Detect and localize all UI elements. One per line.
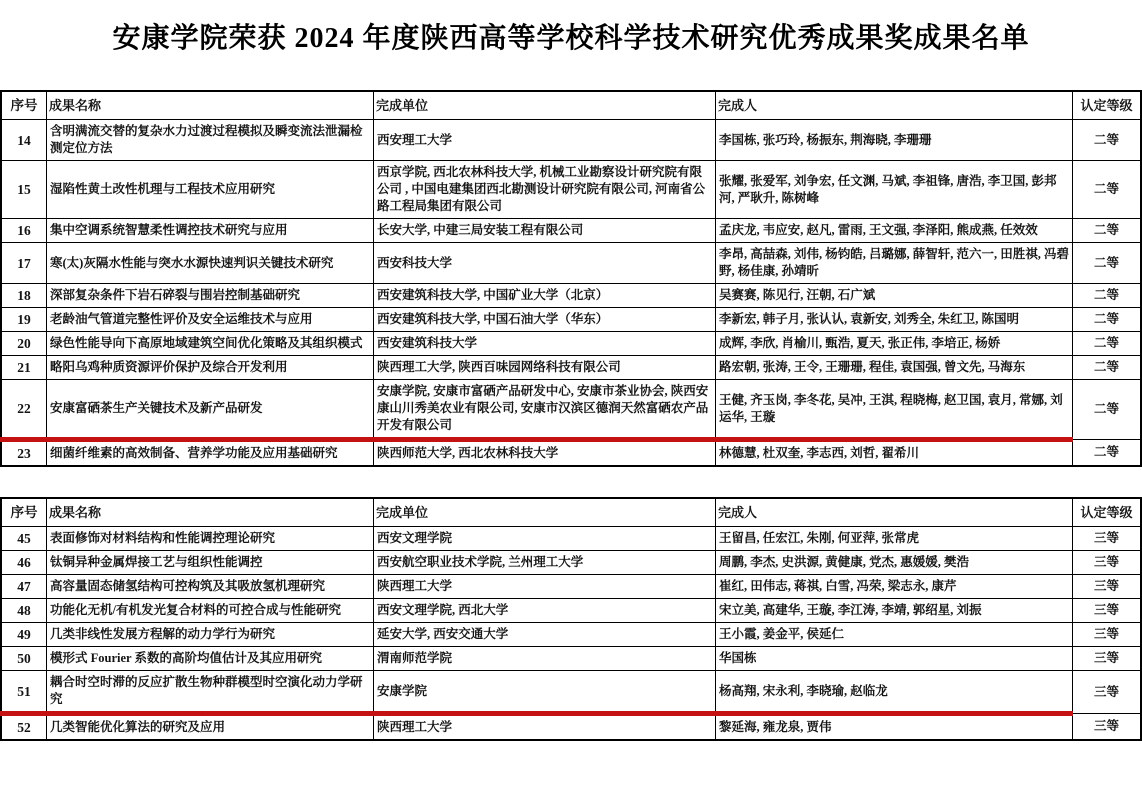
col-header-completers: 完成人	[716, 498, 1073, 527]
table-row	[1, 527, 1141, 551]
header-row	[1, 91, 1141, 120]
col-header-achievement-name: 成果名称	[47, 498, 374, 527]
grade-cell: 三等	[1073, 671, 1142, 714]
table-row	[1, 440, 1141, 467]
completers-cell: 杨高翔, 宋永利, 李晓瑜, 赵临龙	[716, 671, 1073, 714]
completers-cell: 林德慧, 杜双奎, 李志西, 刘哲, 翟希川	[716, 440, 1073, 467]
completers-cell: 路宏朝, 张涛, 王令, 王珊珊, 程佳, 袁国强, 曾文先, 马海东	[716, 356, 1073, 380]
serial-cell: 19	[1, 308, 47, 332]
serial-cell: 22	[1, 380, 47, 440]
col-header-grade: 认定等级	[1073, 498, 1142, 527]
serial-cell: 51	[1, 671, 47, 714]
serial-cell: 14	[1, 120, 47, 161]
completing-unit-cell: 西安理工大学	[374, 120, 716, 161]
completing-unit-cell: 西安航空职业技术学院, 兰州理工大学	[374, 551, 716, 575]
serial-cell: 17	[1, 243, 47, 284]
completing-unit-cell: 安康学院	[374, 671, 716, 714]
table-row	[1, 243, 1141, 284]
completers-cell: 李昂, 高喆森, 刘伟, 杨钧皓, 吕璐娜, 薛智轩, 范六一, 田胜祺, 冯碧野, 杨佳康, 孙靖昕	[716, 243, 1073, 284]
completing-unit-cell: 安康学院, 安康市富硒产品研发中心, 安康市茶业协会, 陕西安康山川秀美农业有限公司, 安康市汉滨区德润天然富硒农产品开发有限公司	[374, 380, 716, 440]
grade-cell: 二等	[1073, 332, 1142, 356]
achievement-name-cell: 钛铜异种金属焊接工艺与组织性能调控	[47, 551, 374, 575]
grade-cell: 三等	[1073, 551, 1142, 575]
completers-cell: 吴赛赛, 陈见行, 汪朝, 石广斌	[716, 284, 1073, 308]
second-prize-table-header	[1, 91, 1141, 120]
serial-cell: 52	[1, 714, 47, 741]
achievement-name-cell: 寒(太)灰隔水性能与突水水源快速判识关键技术研究	[47, 243, 374, 284]
completing-unit-cell: 西安科技大学	[374, 243, 716, 284]
completers-cell: 李国栋, 张巧玲, 杨振东, 荆海晓, 李珊珊	[716, 120, 1073, 161]
completing-unit-cell: 西安建筑科技大学	[374, 332, 716, 356]
table-row	[1, 551, 1141, 575]
col-header-serial: 序号	[1, 91, 47, 120]
col-header-completers: 完成人	[716, 91, 1073, 120]
serial-cell: 15	[1, 161, 47, 219]
table-row	[1, 219, 1141, 243]
achievement-name-cell: 集中空调系统智慧柔性调控技术研究与应用	[47, 219, 374, 243]
grade-cell: 二等	[1073, 243, 1142, 284]
achievement-name-cell: 安康富硒茶生产关键技术及新产品研发	[47, 380, 374, 440]
completing-unit-cell: 长安大学, 中建三局安装工程有限公司	[374, 219, 716, 243]
completers-cell: 王留昌, 任宏江, 朱刚, 何亚萍, 张常虎	[716, 527, 1073, 551]
completers-cell: 成辉, 李欣, 肖榆川, 甄浩, 夏天, 张正伟, 李培正, 杨娇	[716, 332, 1073, 356]
completing-unit-cell: 延安大学, 西安交通大学	[374, 623, 716, 647]
achievement-name-cell: 细菌纤维素的高效制备、营养学功能及应用基础研究	[47, 440, 374, 467]
completers-cell: 王小霞, 姜金平, 侯延仁	[716, 623, 1073, 647]
completers-cell: 李新宏, 韩子月, 张认认, 袁新安, 刘秀全, 朱红卫, 陈国明	[716, 308, 1073, 332]
table-row	[1, 356, 1141, 380]
achievement-name-cell: 模形式 Fourier 系数的高阶均值估计及其应用研究	[47, 647, 374, 671]
serial-cell: 16	[1, 219, 47, 243]
table-row	[1, 332, 1141, 356]
serial-cell: 21	[1, 356, 47, 380]
grade-cell: 三等	[1073, 527, 1142, 551]
achievement-name-cell: 表面修饰对材料结构和性能调控理论研究	[47, 527, 374, 551]
table-row	[1, 161, 1141, 219]
completing-unit-cell: 陕西理工大学	[374, 714, 716, 741]
completers-cell: 孟庆龙, 韦应安, 赵凡, 雷雨, 王文强, 李泽阳, 熊成燕, 任效效	[716, 219, 1073, 243]
grade-cell: 二等	[1073, 440, 1142, 467]
serial-cell: 23	[1, 440, 47, 467]
serial-cell: 50	[1, 647, 47, 671]
second-prize-table-body	[1, 120, 1141, 467]
col-header-grade: 认定等级	[1073, 91, 1142, 120]
achievement-name-cell: 几类非线性发展方程解的动力学行为研究	[47, 623, 374, 647]
achievement-name-cell: 略阳乌鸡种质资源评价保护及综合开发利用	[47, 356, 374, 380]
serial-cell: 47	[1, 575, 47, 599]
completers-cell: 周鹏, 李杰, 史洪源, 黄健康, 党杰, 惠媛媛, 樊浩	[716, 551, 1073, 575]
completing-unit-cell: 西安文理学院, 西北大学	[374, 599, 716, 623]
achievement-name-cell: 深部复杂条件下岩石碎裂与围岩控制基础研究	[47, 284, 374, 308]
table-row	[1, 714, 1141, 741]
third-prize-table-body	[1, 527, 1141, 741]
table-row	[1, 575, 1141, 599]
header-row	[1, 498, 1141, 527]
col-header-completing-unit: 完成单位	[374, 498, 716, 527]
completing-unit-cell: 陕西理工大学	[374, 575, 716, 599]
highlighted-table-row	[1, 380, 1141, 440]
grade-cell: 二等	[1073, 284, 1142, 308]
table-row	[1, 647, 1141, 671]
col-header-serial: 序号	[1, 498, 47, 527]
second-prize-table	[0, 90, 1142, 467]
third-prize-table	[0, 497, 1142, 741]
grade-cell: 二等	[1073, 308, 1142, 332]
table-row	[1, 284, 1141, 308]
grade-cell: 三等	[1073, 575, 1142, 599]
grade-cell: 二等	[1073, 219, 1142, 243]
table-row	[1, 599, 1141, 623]
completing-unit-cell: 西安文理学院	[374, 527, 716, 551]
page-title: 安康学院荣获 2024 年度陕西高等学校科学技术研究优秀成果奖成果名单	[112, 23, 1030, 54]
serial-cell: 45	[1, 527, 47, 551]
achievement-name-cell: 绿色性能导向下高原地域建筑空间优化策略及其组织模式	[47, 332, 374, 356]
completers-cell: 黎延海, 雍龙泉, 贾伟	[716, 714, 1073, 741]
table-row	[1, 623, 1141, 647]
achievement-name-cell: 功能化无机/有机发光复合材料的可控合成与性能研究	[47, 599, 374, 623]
achievement-name-cell: 含明满流交替的复杂水力过渡过程模拟及瞬变流法泄漏检测定位方法	[47, 120, 374, 161]
col-header-completing-unit: 完成单位	[374, 91, 716, 120]
completers-cell: 宋立美, 高建华, 王璇, 李江涛, 李靖, 郭绍星, 刘振	[716, 599, 1073, 623]
completing-unit-cell: 渭南师范学院	[374, 647, 716, 671]
serial-cell: 20	[1, 332, 47, 356]
highlighted-table-row	[1, 671, 1141, 714]
achievement-name-cell: 几类智能优化算法的研究及应用	[47, 714, 374, 741]
completing-unit-cell: 西安建筑科技大学, 中国矿业大学（北京）	[374, 284, 716, 308]
completing-unit-cell: 陕西师范大学, 西北农林科技大学	[374, 440, 716, 467]
grade-cell: 三等	[1073, 714, 1142, 741]
grade-cell: 三等	[1073, 647, 1142, 671]
grade-cell: 二等	[1073, 380, 1142, 440]
serial-cell: 18	[1, 284, 47, 308]
table-row	[1, 120, 1141, 161]
third-prize-table-header	[1, 498, 1141, 527]
document-page	[0, 16, 1142, 741]
table-row	[1, 308, 1141, 332]
achievement-name-cell: 老龄油气管道完整性评价及安全运维技术与应用	[47, 308, 374, 332]
grade-cell: 三等	[1073, 599, 1142, 623]
completers-cell: 张耀, 张爱军, 刘争宏, 任文渊, 马斌, 李祖锋, 唐浩, 李卫国, 彭邦河, 严耿升, 陈树峰	[716, 161, 1073, 219]
col-header-achievement-name: 成果名称	[47, 91, 374, 120]
completing-unit-cell: 西京学院, 西北农林科技大学, 机械工业勘察设计研究院有限公司 , 中国电建集团西北勘测设计研究院有限公司, 河南省公路工程局集团有限公司	[374, 161, 716, 219]
grade-cell: 二等	[1073, 356, 1142, 380]
serial-cell: 46	[1, 551, 47, 575]
completing-unit-cell: 西安建筑科技大学, 中国石油大学（华东）	[374, 308, 716, 332]
completers-cell: 崔红, 田伟志, 蒋祺, 白雪, 冯荣, 梁志永, 康芹	[716, 575, 1073, 599]
serial-cell: 49	[1, 623, 47, 647]
serial-cell: 48	[1, 599, 47, 623]
achievement-name-cell: 耦合时空时滞的反应扩散生物种群模型时空演化动力学研究	[47, 671, 374, 714]
completers-cell: 华国栋	[716, 647, 1073, 671]
achievement-name-cell: 湿陷性黄土改性机理与工程技术应用研究	[47, 161, 374, 219]
completers-cell: 王健, 齐玉岗, 李冬花, 吴冲, 王淇, 程晓梅, 赵卫国, 袁月, 常娜, 刘运华, 王璇	[716, 380, 1073, 440]
grade-cell: 二等	[1073, 120, 1142, 161]
achievement-name-cell: 高容量固态储氢结构可控构筑及其吸放氢机理研究	[47, 575, 374, 599]
completing-unit-cell: 陕西理工大学, 陕西百味园网络科技有限公司	[374, 356, 716, 380]
grade-cell: 二等	[1073, 161, 1142, 219]
grade-cell: 三等	[1073, 623, 1142, 647]
